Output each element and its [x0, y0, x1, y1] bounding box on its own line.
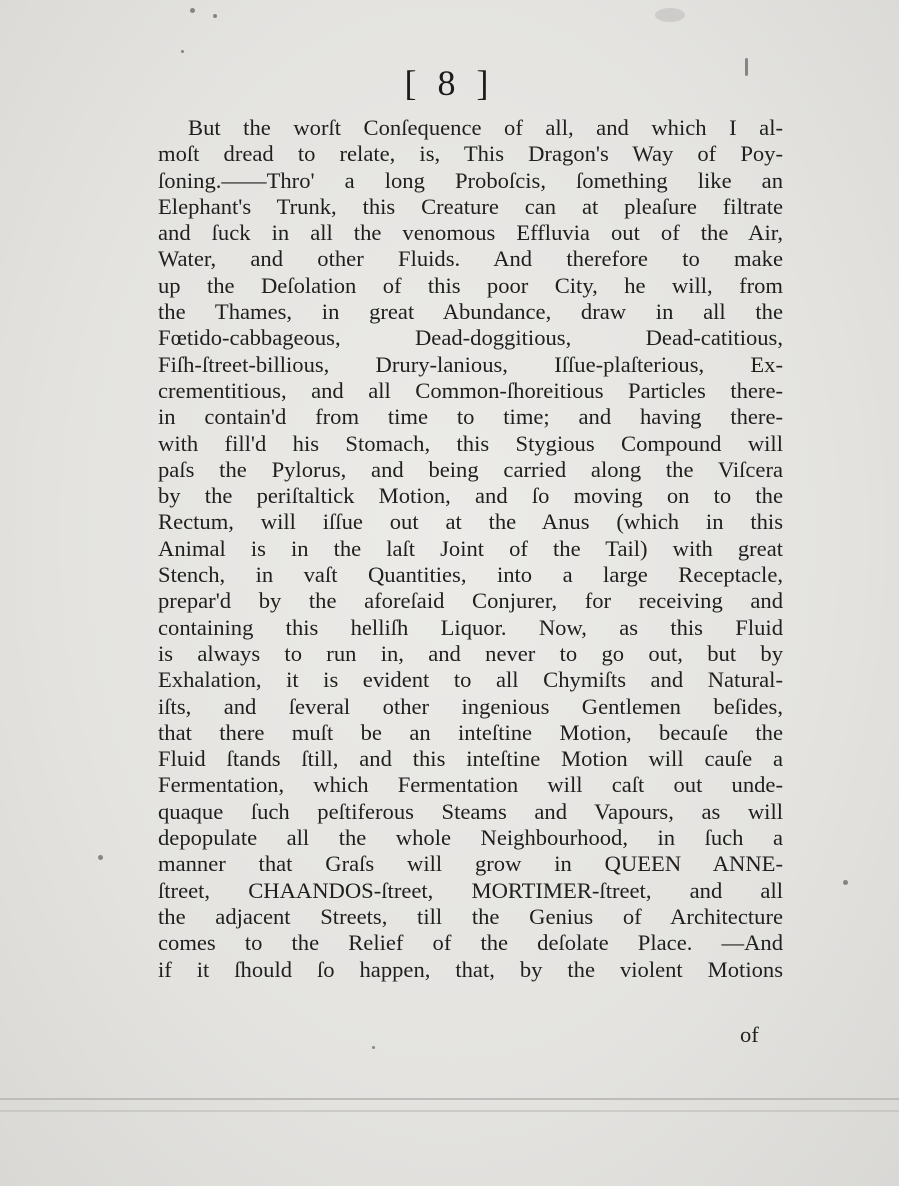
text-line: Fermentation, which Fermentation will caſt out unde-: [158, 772, 783, 798]
text-line: with fill'd his Stomach, this Stygious Compound will: [158, 430, 783, 456]
text-line: iſts, and ſeveral other ingenious Gentlemen beſides,: [158, 693, 783, 719]
ink-speck: [372, 1046, 375, 1049]
text-line: But the worſt Conſequence of all, and which I al-: [188, 115, 783, 140]
catchword: of: [740, 1022, 759, 1047]
text-line: if it ſhould ſo happen, that, by the violent Motions: [158, 956, 783, 982]
page-edge-line: [0, 1098, 899, 1100]
body-text: [158, 115, 783, 983]
text-line: moſt dread to relate, is, This Dragon's Way of Poy-: [158, 141, 783, 167]
text-line: crementitious, and all Common-ſhoreitious Particles there-: [158, 377, 783, 403]
text-line: quaque ſuch peſtiferous Steams and Vapours, as will: [158, 798, 783, 824]
text-line: in contain'd from time to time; and having there-: [158, 404, 783, 430]
text-line: paſs the Pylorus, and being carried along the Viſcera: [158, 456, 783, 482]
text-line: Fiſh-ſtreet-billious, Drury-lanious, Iſſue-plaſterious, Ex-: [158, 351, 783, 377]
text-line: Exhalation, it is evident to all Chymiſts and Natural-: [158, 667, 783, 693]
ink-speck: [190, 8, 195, 13]
text-line: ſoning.——Thro' a long Proboſcis, ſomething like an: [158, 167, 783, 193]
text-line: Stench, in vaſt Quantities, into a large Receptacle,: [158, 562, 783, 588]
text-line: the adjacent Streets, till the Genius of Architecture: [158, 903, 783, 929]
text-line: manner that Graſs will grow in QUEEN ANNE-: [158, 851, 783, 877]
text-line: comes to the Relief of the deſolate Place. —And: [158, 930, 783, 956]
text-line: Animal is in the laſt Joint of the Tail) with great: [158, 535, 783, 561]
text-line: ſtreet, CHAANDOS-ſtreet, MORTIMER-ſtreet, and all: [158, 877, 783, 903]
text-line: containing this helliſh Liquor. Now, as this Fluid: [158, 614, 783, 640]
ink-speck: [181, 50, 184, 53]
text-line: the Thames, in great Abundance, draw in all the: [158, 299, 783, 325]
text-line: prepar'd by the aforeſaid Conjurer, for receiving and: [158, 588, 783, 614]
text-line: Rectum, will iſſue out at the Anus (which in this: [158, 509, 783, 535]
ink-speck: [843, 880, 848, 885]
text-line: Water, and other Fluids. And therefore to make: [158, 246, 783, 272]
text-line: Elephant's Trunk, this Creature can at pleaſure filtrate: [158, 193, 783, 219]
ink-speck: [655, 8, 685, 22]
text-line: depopulate all the whole Neighbourhood, in ſuch a: [158, 825, 783, 851]
text-line: that there muſt be an inteſtine Motion, becauſe the: [158, 719, 783, 745]
ink-speck: [98, 855, 103, 860]
page-edge-line: [0, 1110, 899, 1112]
text-line: Fluid ſtands ſtill, and this inteſtine Motion will cauſe a: [158, 746, 783, 772]
page-number: [ 8 ]: [404, 63, 495, 103]
ink-speck: [213, 14, 217, 18]
text-line: and ſuck in all the venomous Effluvia out of the Air,: [158, 220, 783, 246]
text-line: Fœtido-cabbageous, Dead-doggitious, Dead-catitious,: [158, 325, 783, 351]
text-line: is always to run in, and never to go out, but by: [158, 640, 783, 666]
text-line: by the periſtaltick Motion, and ſo moving on to the: [158, 483, 783, 509]
text-line: up the Deſolation of this poor City, he will, from: [158, 272, 783, 298]
